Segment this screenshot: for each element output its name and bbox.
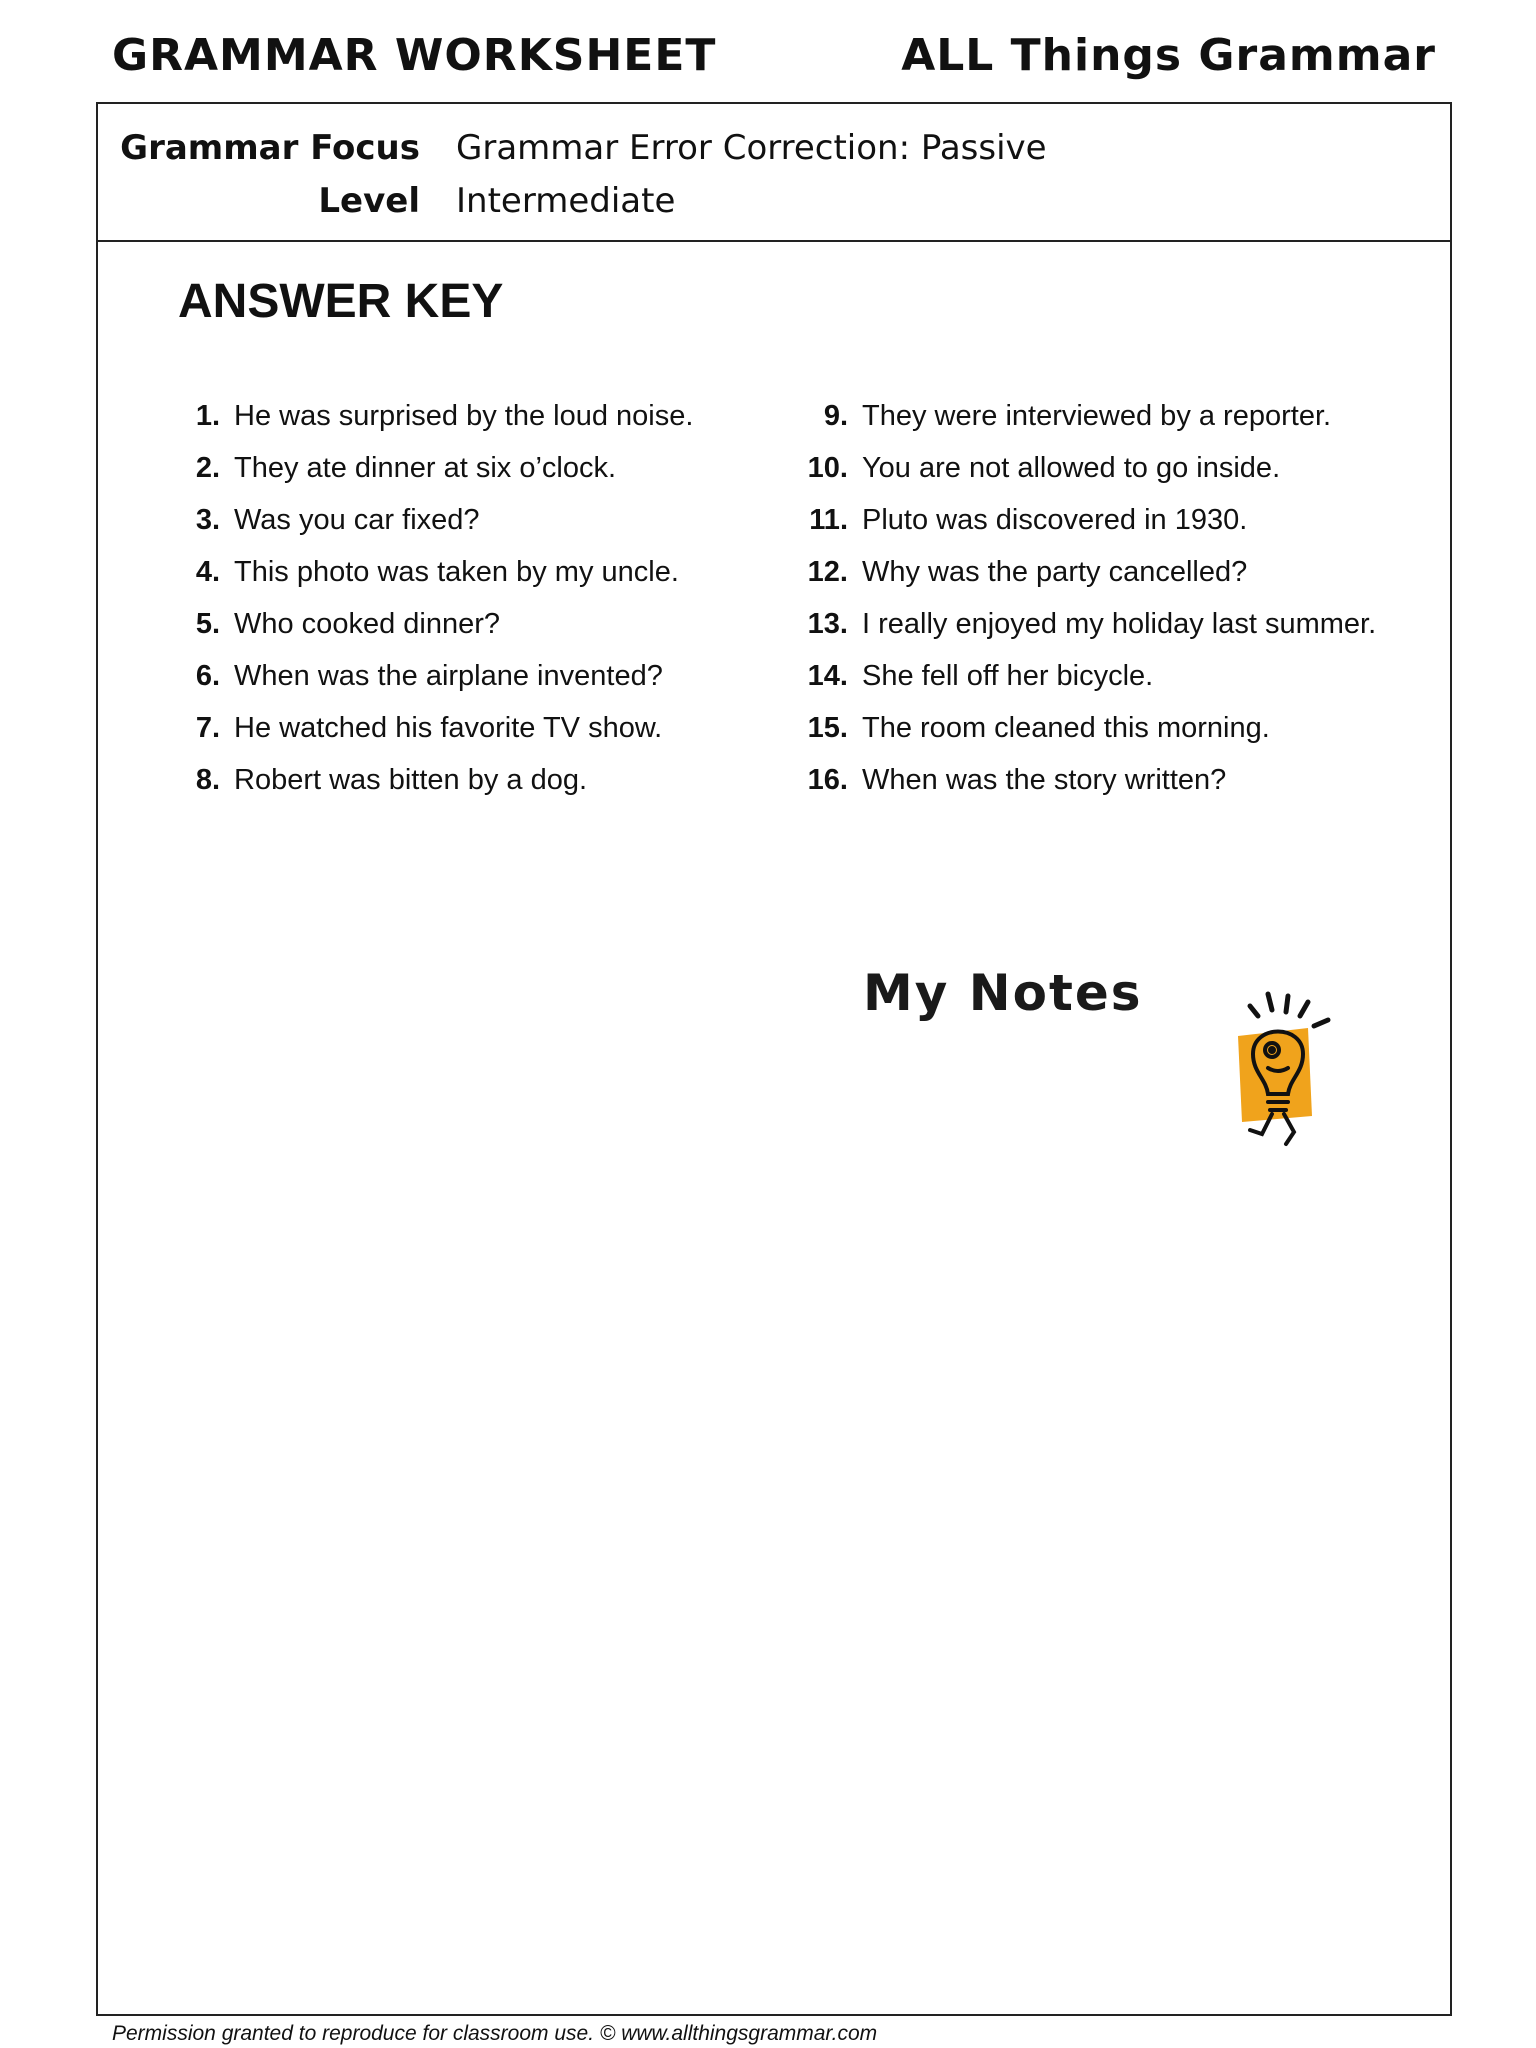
answer-text: She fell off her bicycle. <box>862 660 1154 692</box>
answer-item <box>778 400 1376 452</box>
answer-item <box>778 556 1376 608</box>
answer-item <box>778 452 1376 504</box>
answer-number: 7. <box>195 712 220 744</box>
lightbulb-character-icon <box>1228 984 1358 1164</box>
answer-item <box>168 764 693 816</box>
grammar-focus-label: Grammar Focus <box>120 128 420 168</box>
answer-item <box>778 608 1376 660</box>
answer-item <box>778 764 1376 816</box>
answer-number: 5. <box>195 608 220 640</box>
answer-key-title: ANSWER KEY <box>178 275 504 328</box>
level-value: Intermediate <box>456 181 676 221</box>
answer-text: Why was the party cancelled? <box>862 556 1248 588</box>
answer-text: You are not allowed to go inside. <box>862 452 1281 484</box>
answer-number: 14. <box>807 660 848 692</box>
answer-text: He watched his favorite TV show. <box>234 712 663 744</box>
answer-number: 6. <box>195 660 220 692</box>
answer-text: I really enjoyed my holiday last summer. <box>862 608 1377 640</box>
level-row <box>98 181 1450 231</box>
answer-text: When was the airplane invented? <box>234 660 663 692</box>
answer-number: 10. <box>807 452 848 484</box>
answer-item <box>168 400 693 452</box>
answer-number: 4. <box>195 556 220 588</box>
answer-text: Pluto was discovered in 1930. <box>862 504 1248 536</box>
level-label: Level <box>318 181 420 221</box>
info-box <box>98 104 1450 242</box>
answer-number: 2. <box>195 452 220 484</box>
footer-permission: Permission granted to reproduce for classroom use. © www.allthingsgrammar.com <box>112 2022 878 2045</box>
grammar-focus-row <box>98 128 1450 178</box>
worksheet-title: GRAMMAR WORKSHEET <box>112 30 717 81</box>
answer-item <box>168 712 693 764</box>
answer-number: 1. <box>195 400 220 432</box>
answer-item <box>778 660 1376 712</box>
brand-name: ALL Things Grammar <box>901 30 1436 81</box>
answer-text: When was the story written? <box>862 764 1227 796</box>
answer-number: 12. <box>807 556 848 588</box>
answer-text: This photo was taken by my uncle. <box>234 556 679 588</box>
answer-text: They ate dinner at six o’clock. <box>234 452 617 484</box>
answer-text: Who cooked dinner? <box>234 608 500 640</box>
answer-text: They were interviewed by a reporter. <box>862 400 1332 432</box>
answer-item <box>778 712 1376 764</box>
answer-text: Was you car fixed? <box>234 504 480 536</box>
answer-item <box>168 660 693 712</box>
answer-number: 15. <box>807 712 848 744</box>
my-notes-title: My Notes <box>863 964 1143 1022</box>
answer-item <box>168 608 693 660</box>
answer-number: 16. <box>807 764 848 796</box>
answer-text: Robert was bitten by a dog. <box>234 764 588 796</box>
answers-right-column <box>778 400 1376 816</box>
answer-number: 9. <box>823 400 848 432</box>
answer-text: The room cleaned this morning. <box>862 712 1270 744</box>
answers-left-column <box>168 400 693 816</box>
answer-item <box>168 452 693 504</box>
answer-number: 3. <box>195 504 220 536</box>
answer-item <box>168 504 693 556</box>
worksheet-frame <box>96 102 1452 2016</box>
grammar-focus-value: Grammar Error Correction: Passive <box>456 128 1047 168</box>
answer-number: 13. <box>807 608 848 640</box>
answer-number: 11. <box>809 504 848 536</box>
answer-text: He was surprised by the loud noise. <box>234 400 694 432</box>
answer-number: 8. <box>195 764 220 796</box>
answer-item <box>168 556 693 608</box>
answer-item <box>778 504 1376 556</box>
